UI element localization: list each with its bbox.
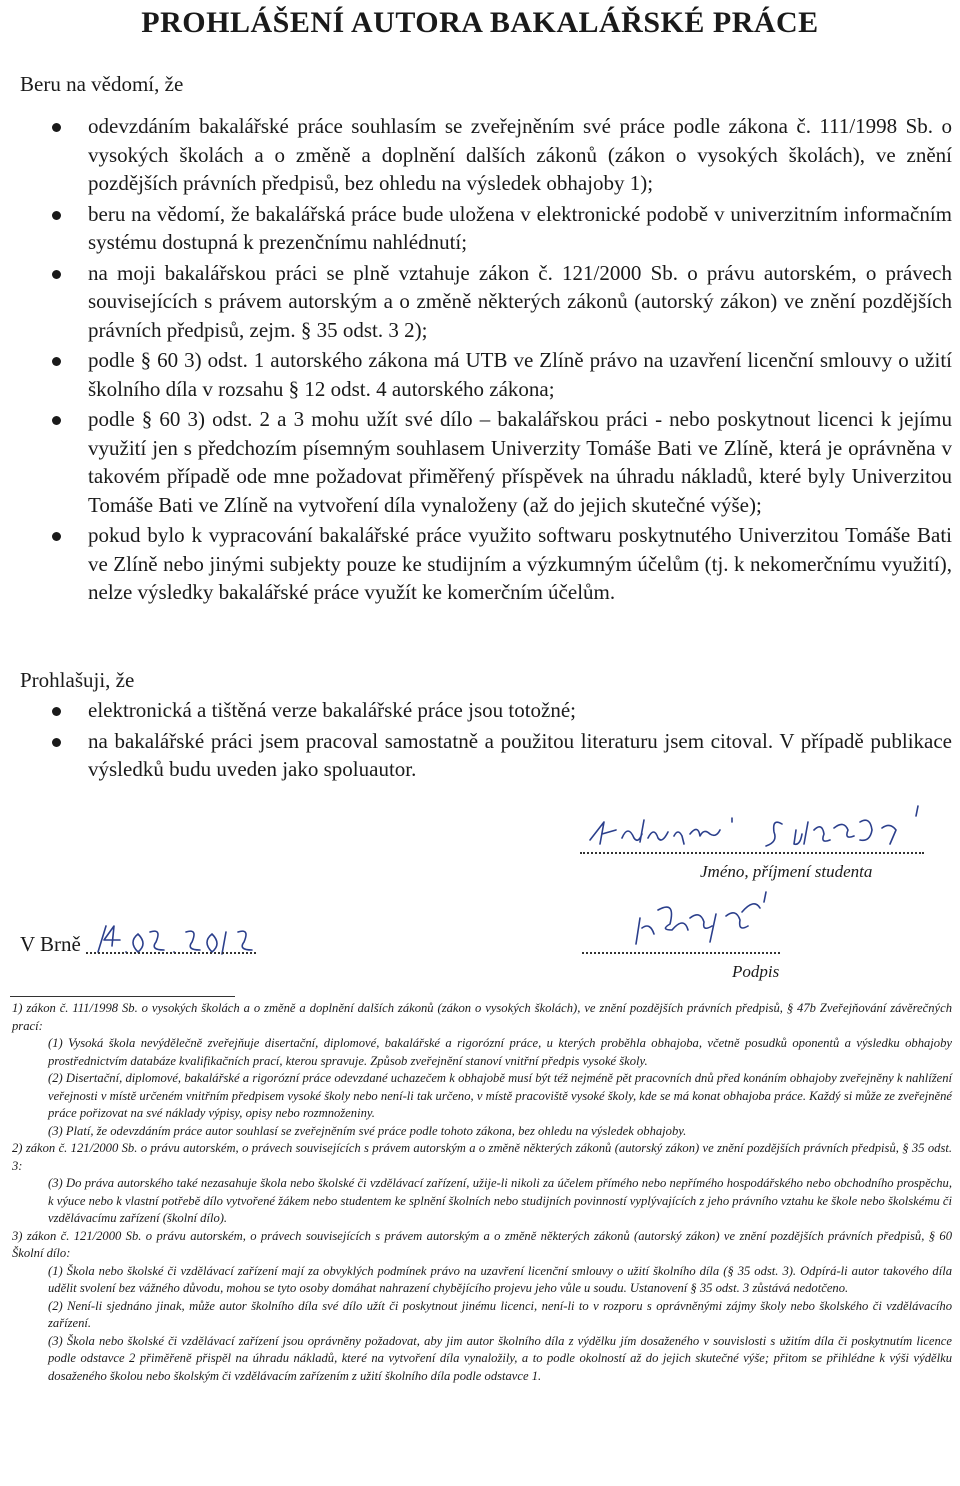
section2-intro: Prohlašuji, že xyxy=(20,668,135,692)
list-item: podle § 60 3) odst. 2 a 3 mohu užít své dílo – bakalářskou práci - nebo poskytnout licenci k jejímu využití jen s předchozím písemným souhlasem Univerzity Tomáše Bati ve Zlíně, která je oprávněna v takovém případě ode mne požadovat přiměřený příspěvek na úhradu nákladů, které byly Univerzitou Tomáše Bati ve Zlíně na vytvoření díla vynaloženy (až do jejich skutečné výše); xyxy=(40,405,952,519)
bullet-icon xyxy=(52,707,61,716)
footnote-paragraph: (1) Vysoká škola nevýdělečně zveřejňuje disertační, diplomové, bakalářské a rigorózní práce, u kterých proběhla obhajoba, včetně posudků oponentů a výsledku obhajoby prostřednictvím databáze kvalifikačních prací, kterou spravuje. Způsob zveřejnění stanoví vnitřní předpis vysoké školy. xyxy=(48,1036,952,1068)
name-caption: Jméno, příjmení studenta xyxy=(700,862,873,881)
student-name-signature xyxy=(582,800,922,860)
list-item: na moji bakalářskou práci se plně vztahuje zákon č. 121/2000 Sb. o právu autorském, o právech souvisejících s právem autorským a o změně některých zákonů (autorský zákon) ve znění pozdějších právních předpisů, zejm. § 35 odst. 3 2); xyxy=(40,259,952,345)
footnote-paragraph: (1) Škola nebo školské či vzdělávací zařízení mají za obvyklých podmínek právo na uzavření licenční smlouvy o užití školního díla (§ 35 odst. 3). Odpírá-li autor takového díla udělit svolení bez vážného důvodu, mohou se tyto osoby domáhat nahrazení chybějícího projevu jeho vůle u soudu. Ustanovení § 35 odst. 3 zůstává nedotčeno. xyxy=(48,1263,952,1295)
footnote-paragraph: (3) Škola nebo školské či vzdělávací zařízení jsou oprávněny požadovat, aby jim autor školního díla z výdělku jím dosaženého v souvislosti s užitím díla či poskytnutím licence podle odstavce 2 přiměřeně přispěl na úhradu nákladů, které na vytvoření díla vynaložily, a to podle okolností až do jejich skutečné výše; přitom se přihlédne k výši výdělku dosaženého školou nebo školským či vzdělávacím zařízením z užití školního díla podle odstavce 1. xyxy=(48,1333,952,1383)
footnote: 3) zákon č. 121/2000 Sb. o právu autorském, o právech souvisejících s právem autorským a o změně některých zákonů (autorský zákon) ve znění pozdějších právních předpisů, § 60 Školní dílo: xyxy=(12,1228,952,1260)
bullet-icon xyxy=(52,738,61,747)
bullet-icon xyxy=(52,211,61,220)
acknowledgement-list xyxy=(40,112,952,607)
bullet-icon xyxy=(52,123,61,132)
section1-intro: Beru na vědomí, že xyxy=(20,72,184,96)
footnote-paragraph: (2) Disertační, diplomové, bakalářské a rigorózní práce odevzdané uchazečem k obhajobě musí být též nejméně pět pracovních dnů před konáním obhajoby zveřejněny k nahlížení veřejnosti v místě určeném vnitřním předpisem vysoké školy nebo není-li tak určeno, v místě pracoviště vysoké školy, kde se má konat obhajoba práce. Každý si může ze zveřejněné práce pořizovat na své náklady výpisy, opisy nebo rozmnoženiny. xyxy=(48,1071,952,1120)
bullet-icon xyxy=(52,532,61,541)
footnote-paragraph: (3) Platí, že odevzdáním práce autor souhlasí se zveřejněním své práce podle tohoto zákona, bez ohledu na výsledek obhajoby. xyxy=(48,1123,687,1138)
footnote: 1) zákon č. 111/1998 Sb. o vysokých školách a o změně a doplnění dalších zákonů (zákon o vysokých školách), ve znění pozdějších právních předpisů, § 47b Zveřejňování závěrečných prací: xyxy=(12,1001,952,1033)
list-item: pokud bylo k vypracování bakalářské práce využito softwaru poskytnutého Univerzitou Tomáše Bati ve Zlíně nebo jinými subjekty pouze ke studijním a výzkumným účelům (tj. k nekomerčnímu využití), nelze výsledky bakalářské práce využít ke komerčním účelům. xyxy=(40,521,952,607)
footnote-paragraph: (3) Do práva autorského také nezasahuje škola nebo školské či vzdělávací zařízení, užije-li nikoli za účelem přímého nebo nepřímého hospodářského nebo obchodního prospěchu, k výuce nebo k vlastní potřebě dílo vytvořené žákem nebo studentem ke splnění školních nebo studijních povinností vyplývajících z jeho právního vztahu ke škole nebo školskému či vzdělávacímu zařízení (školní dílo). xyxy=(48,1176,952,1225)
list-item: beru na vědomí, že bakalářská práce bude uložena v elektronické podobě v univerzitním informačním systému dostupná k prezenčnímu nahlédnutí; xyxy=(40,200,952,257)
place-label: V Brně xyxy=(20,932,81,956)
name-dotted-line xyxy=(580,852,924,854)
bullet-icon xyxy=(52,416,61,425)
bullet-icon xyxy=(52,270,61,279)
list-item: odevzdáním bakalářské práce souhlasím se zveřejněním své práce podle zákona č. 111/1998 Sb. o vysokých školách a o změně a doplnění dalších zákonů (zákon o vysokých školách), ve znění pozdějších právních předpisů, bez ohledu na výsledek obhajoby 1); xyxy=(40,112,952,198)
date-dotted-line xyxy=(86,952,256,954)
footnote: 2) zákon č. 121/2000 Sb. o právu autorském, o právech souvisejících s právem autorským a o změně některých zákonů (autorský zákon) ve znění pozdějších právních předpisů, § 35 odst. 3: xyxy=(12,1141,952,1173)
podpis-caption: Podpis xyxy=(732,962,780,981)
podpis-signature xyxy=(630,888,780,958)
page-title: PROHLÁŠENÍ AUTORA BAKALÁŘSKÉ PRÁCE xyxy=(141,6,819,39)
footnote-paragraph: (2) Není-li sjednáno jinak, může autor školního díla své dílo užít či poskytnout jinému licenci, není-li to v rozporu s oprávněnými zájmy školy nebo školského či vzdělávacího zařízení. xyxy=(48,1298,952,1330)
list-item: podle § 60 3) odst. 1 autorského zákona má UTB ve Zlíně právo na uzavření licenční smlouvy o užití školního díla v rozsahu § 12 odst. 4 autorského zákona; xyxy=(40,346,952,403)
bullet-icon xyxy=(52,357,61,366)
list-item: na bakalářské práci jsem pracoval samostatně a použitou literaturu jsem citoval. V případě publikace výsledků budu uveden jako spoluautor. xyxy=(40,727,952,784)
footnote-divider xyxy=(10,996,235,997)
podpis-dotted-line xyxy=(582,952,780,954)
footnotes xyxy=(12,1000,952,1385)
declaration-list xyxy=(40,696,952,784)
list-item: elektronická a tištěná verze bakalářské práce jsou totožné; xyxy=(40,696,952,725)
